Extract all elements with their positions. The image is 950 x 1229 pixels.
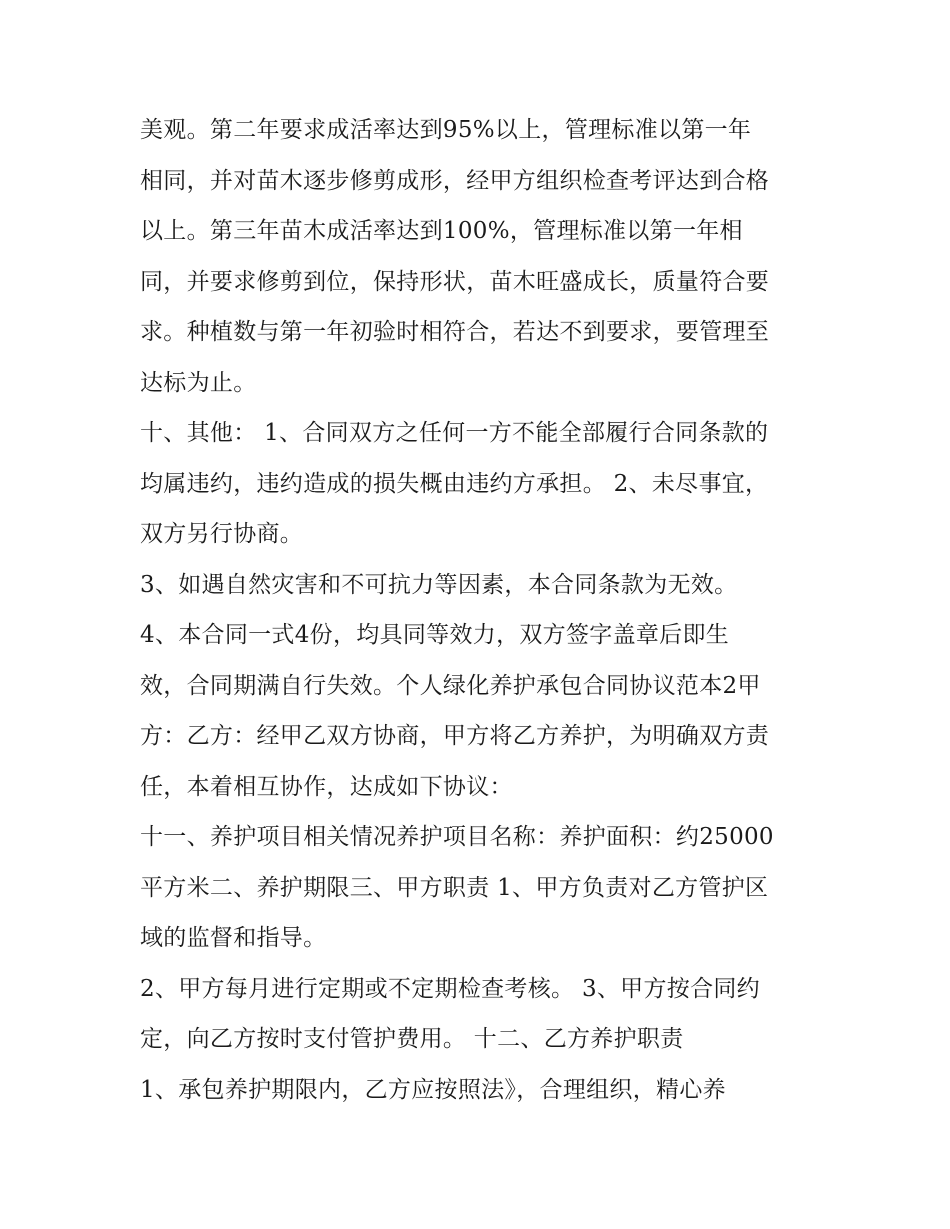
text-line: 3、如遇自然灾害和不可抗力等因素，本合同条款为无效。 [140, 572, 738, 598]
text-line: 4、本合同一式4份，均具同等效力，双方签字盖章后即生 [140, 622, 730, 648]
text-line: 达标为止。 [140, 370, 257, 396]
text-line: 求。种植数与第一年初验时相符合，若达不到要求，要管理至 [140, 319, 770, 345]
text-line: 2、甲方每月进行定期或不定期检查考核。 3、甲方按合同约 [140, 976, 760, 1002]
text-line: 十一、养护项目相关情况养护项目名称：养护面积：约25000 [140, 824, 774, 850]
text-line: 同，并要求修剪到位，保持形状，苗木旺盛成长，质量符合要 [140, 269, 770, 295]
text-line: 美观。第二年要求成活率达到95%以上，管理标准以第一年 [140, 117, 752, 143]
text-line: 十、其他： 1、合同双方之任何一方不能全部履行合同条款的 [140, 420, 769, 446]
text-line: 任，本着相互协作，达成如下协议： [140, 774, 513, 800]
text-line: 1、承包养护期限内，乙方应按照法》，合理组织，精心养 [140, 1077, 726, 1103]
text-line: 平方米二、养护期限三、甲方职责 1、甲方负责对乙方管护区 [140, 875, 769, 901]
text-line: 方：乙方：经甲乙双方协商，甲方将乙方养护，为明确双方责 [140, 723, 770, 749]
text-line: 双方另行协商。 [140, 521, 304, 547]
text-line: 以上。第三年苗木成活率达到100%，管理标准以第一年相 [140, 218, 743, 244]
text-line: 均属违约，违约造成的损失概由违约方承担。 2、未尽事宜， [140, 471, 769, 497]
text-line: 域的监督和指导。 [140, 925, 327, 951]
text-line: 效，合同期满自行失效。个人绿化养护承包合同协议范本2甲 [140, 673, 761, 699]
text-line: 相同，并对苗木逐步修剪成形，经甲方组织检查考评达到合格 [140, 168, 770, 194]
text-line: 定，向乙方按时支付管护费用。 十二、乙方养护职责 [140, 1026, 684, 1052]
